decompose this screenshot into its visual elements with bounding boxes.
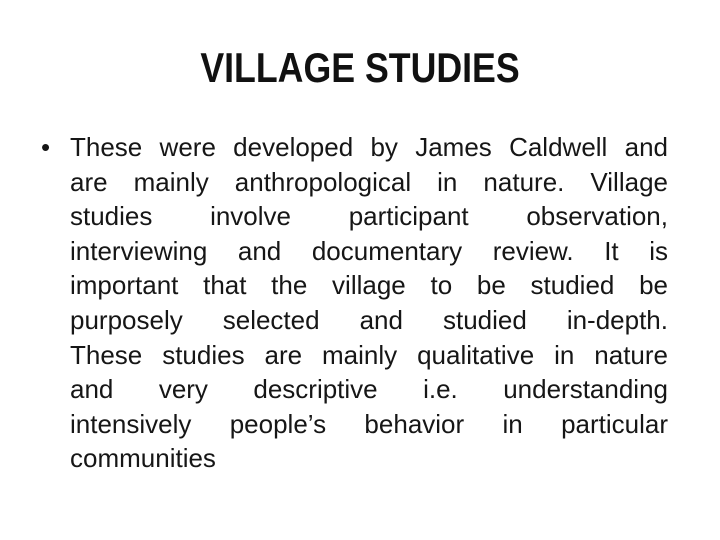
bullet-line-4: interviewing and documentary review. It is [70, 235, 668, 266]
slide-title: VILLAGE STUDIES [200, 44, 520, 91]
bullet-line-7: These studies are mainly qualitative in nature [70, 339, 668, 370]
bullet-line-1: These were developed by James Caldwell and [70, 132, 668, 162]
bullet-icon: • [41, 132, 51, 162]
bullet-line-9: intensively people’s behavior in particular [70, 408, 668, 439]
bullet-line-3: studies involve participant observation, [70, 201, 668, 232]
bullet-line-8: and very descriptive i.e. understanding [70, 374, 668, 405]
bullet-line-10: communities [70, 443, 216, 474]
bullet-paragraph [70, 130, 668, 476]
bullet-line-2: are mainly anthropological in nature. Village [70, 166, 668, 197]
bullet-line-6: purposely selected and studied in-depth. [70, 304, 668, 335]
bullet-line-5: important that the village to be studied be [70, 270, 668, 301]
